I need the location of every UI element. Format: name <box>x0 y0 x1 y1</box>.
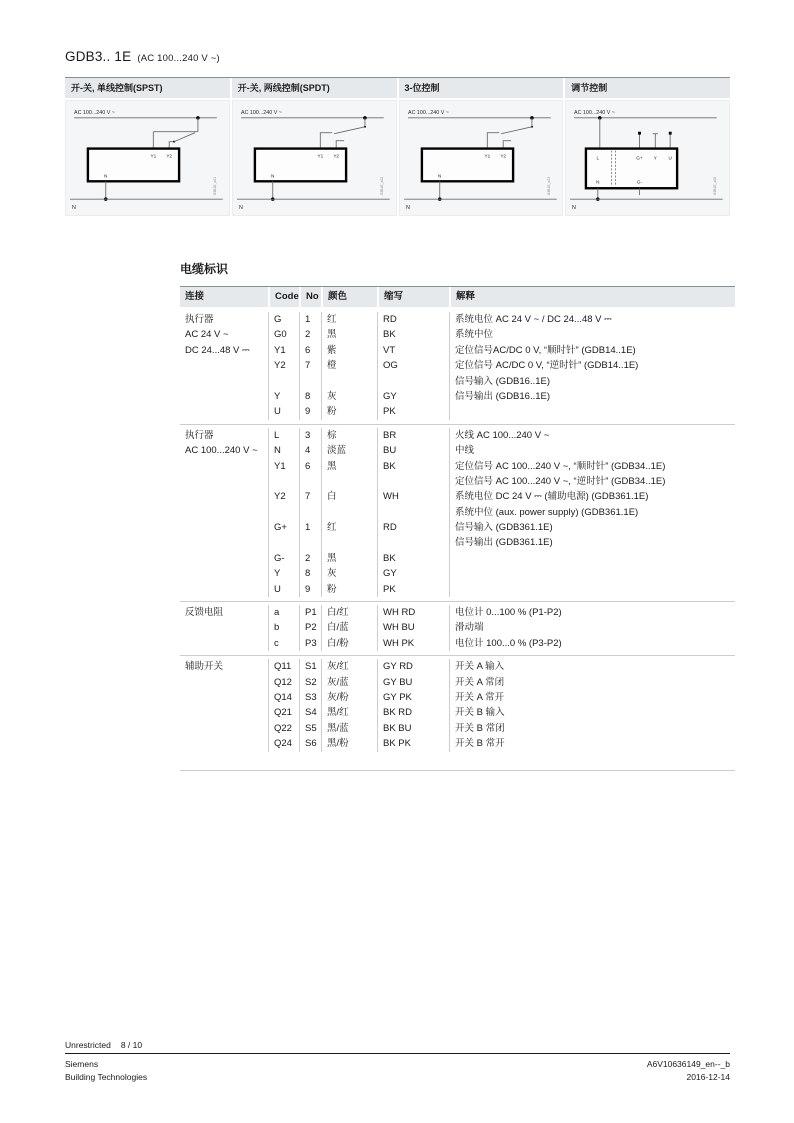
svg-text:AC 100...240 V ~: AC 100...240 V ~ <box>407 109 449 116</box>
table-cell: 信号输出 (GDB16..1E) <box>449 389 735 404</box>
table-cell: 橙 <box>321 358 377 373</box>
table-cell: 信号输入 (GDB16..1E) <box>449 374 735 389</box>
cable-table-section <box>180 425 735 602</box>
table-cell <box>449 404 735 419</box>
table-cell: Y2 <box>268 358 299 373</box>
svg-text:AC 100...240 V ~: AC 100...240 V ~ <box>574 109 616 116</box>
table-cell: 黑 <box>321 327 377 342</box>
svg-text:Y2: Y2 <box>333 153 339 159</box>
table-cell: RD <box>377 520 449 535</box>
table-cell: BK BU <box>377 721 449 736</box>
table-cell: PK <box>377 582 449 597</box>
diagram-ref: G3B1E_a02 <box>379 176 384 196</box>
col-header-code: Code <box>268 287 299 307</box>
table-cell: 淡蓝 <box>321 443 377 458</box>
table-cell: VT <box>377 343 449 358</box>
table-cell: BU <box>377 443 449 458</box>
table-cell: b <box>268 620 299 635</box>
table-cell <box>377 474 449 489</box>
table-cell: GY RD <box>377 659 449 674</box>
table-cell: BK <box>377 327 449 342</box>
svg-text:Y2: Y2 <box>166 153 173 159</box>
cable-table-header-row <box>180 286 735 307</box>
table-cell <box>377 374 449 389</box>
table-cell: 黑/蓝 <box>321 721 377 736</box>
table-cell: 9 <box>299 404 321 419</box>
svg-text:N: N <box>572 205 577 212</box>
table-cell: a <box>268 605 299 620</box>
col-header-color: 颜色 <box>321 287 377 307</box>
table-cell: Q22 <box>268 721 299 736</box>
table-cell <box>268 505 299 520</box>
product-name: GDB3.. 1E <box>65 49 132 64</box>
table-cell: WH BU <box>377 620 449 635</box>
cable-table-section <box>180 656 735 770</box>
table-cell: 开关 B 常闭 <box>449 721 735 736</box>
diagram-header-3pos: 3-位控制 <box>399 78 564 98</box>
connection-line: DC 24...48 V ⎓ <box>185 344 250 356</box>
page-number: 8 / 10 <box>120 1040 143 1050</box>
table-cell: 4 <box>299 443 321 458</box>
connection-cell <box>180 659 268 751</box>
table-cell: BR <box>377 428 449 443</box>
table-cell: 开关 B 输入 <box>449 705 735 720</box>
three-position-schematic <box>400 101 563 215</box>
svg-text:G+: G+ <box>636 155 643 161</box>
diagram-header-spst: 开-关, 单线控制(SPST) <box>65 78 230 98</box>
connection-line: 执行器 <box>185 314 214 325</box>
table-cell: S5 <box>299 721 321 736</box>
table-cell: S4 <box>299 705 321 720</box>
table-cell <box>299 374 321 389</box>
table-cell: 8 <box>299 566 321 581</box>
connection-cell <box>180 605 268 651</box>
table-cell: 棕 <box>321 428 377 443</box>
table-cell: 白/红 <box>321 605 377 620</box>
svg-text:Y2: Y2 <box>499 153 506 159</box>
svg-text:G-: G- <box>637 179 643 185</box>
table-cell: 电位计 0...100 % (P1-P2) <box>449 605 735 620</box>
cable-table-section <box>180 309 735 425</box>
table-cell: Y1 <box>268 343 299 358</box>
table-cell: 开关 A 常闭 <box>449 675 735 690</box>
table-cell: RD <box>377 312 449 327</box>
table-cell: 定位信号AC/DC 0 V, “顺时针” (GDB14..1E) <box>449 343 735 358</box>
table-cell: 9 <box>299 582 321 597</box>
table-cell: 红 <box>321 520 377 535</box>
svg-text:L: L <box>596 155 600 161</box>
svg-text:N: N <box>270 173 275 179</box>
cable-id-heading: 电缆标识 <box>180 262 229 276</box>
table-cell <box>377 535 449 550</box>
table-cell: 系统电位 DC 24 V ⎓ (辅助电源) (GDB361.1E) <box>449 489 735 504</box>
table-cell: P3 <box>299 636 321 651</box>
table-cell <box>449 551 735 566</box>
diagram-body-row <box>65 100 730 216</box>
table-cell: 白/蓝 <box>321 620 377 635</box>
table-cell: 2 <box>299 327 321 342</box>
col-header-connection: 连接 <box>180 287 268 307</box>
connection-line: 辅助开关 <box>185 661 224 673</box>
table-cell: 7 <box>299 358 321 373</box>
connection-cell <box>180 312 268 420</box>
table-cell: OG <box>377 358 449 373</box>
svg-text:N: N <box>405 205 410 212</box>
table-cell: 灰/红 <box>321 659 377 674</box>
table-cell: BK <box>377 459 449 474</box>
table-cell: 1 <box>299 312 321 327</box>
table-cell: Q12 <box>268 675 299 690</box>
table-cell: 中线 <box>449 443 735 458</box>
table-cell: 3 <box>299 428 321 443</box>
table-cell <box>268 374 299 389</box>
table-cell: S6 <box>299 736 321 751</box>
cable-id-table <box>180 286 735 771</box>
cable-table-section <box>180 602 735 656</box>
table-cell: L <box>268 428 299 443</box>
table-cell: P1 <box>299 605 321 620</box>
table-cell: 白 <box>321 489 377 504</box>
table-cell: 开关 B 常开 <box>449 736 735 751</box>
svg-text:N: N <box>104 173 108 179</box>
footer-rule <box>65 1053 730 1054</box>
wiring-diagram-modulating <box>565 100 730 216</box>
division-name: Building Technologies <box>65 1072 148 1082</box>
table-cell: 灰/蓝 <box>321 675 377 690</box>
connection-line: 反馈电阻 <box>185 607 224 619</box>
page-title <box>65 49 220 64</box>
table-cell: G- <box>268 551 299 566</box>
classification-label: Unrestricted <box>65 1040 111 1050</box>
table-cell <box>321 505 377 520</box>
table-cell: BK RD <box>377 705 449 720</box>
table-cell: 滑动端 <box>449 620 735 635</box>
table-cell: GY BU <box>377 675 449 690</box>
table-cell: 火线 AC 100...240 V ~ <box>449 428 735 443</box>
connection-line: 执行器 <box>185 429 214 441</box>
table-cell: 黑 <box>321 459 377 474</box>
spdt-schematic <box>233 101 396 215</box>
table-cell: 2 <box>299 551 321 566</box>
table-cell: BK <box>377 551 449 566</box>
table-cell <box>321 374 377 389</box>
table-cell <box>449 566 735 581</box>
table-cell: 灰 <box>321 566 377 581</box>
table-cell: 黑/红 <box>321 705 377 720</box>
table-cell: Y2 <box>268 489 299 504</box>
svg-text:AC 100...240 V ~: AC 100...240 V ~ <box>240 109 282 116</box>
col-header-abbr: 缩写 <box>377 287 449 307</box>
connection-line: AC 24 V ~ <box>185 329 229 341</box>
table-cell: Q24 <box>268 736 299 751</box>
table-cell: WH PK <box>377 636 449 651</box>
table-cell <box>268 535 299 550</box>
col-header-no: No <box>299 287 321 307</box>
table-cell: c <box>268 636 299 651</box>
table-cell: GY <box>377 566 449 581</box>
table-cell: G+ <box>268 520 299 535</box>
table-cell: 灰/粉 <box>321 690 377 705</box>
table-cell: GY PK <box>377 690 449 705</box>
table-cell: 红 <box>321 312 377 327</box>
footer-doc-block <box>647 1058 730 1084</box>
table-cell: 黑/粉 <box>321 736 377 751</box>
table-cell <box>299 535 321 550</box>
table-cell: 信号输出 (GDB361.1E) <box>449 535 735 550</box>
svg-text:AC 100...240 V ~: AC 100...240 V ~ <box>74 109 115 116</box>
table-cell: S2 <box>299 675 321 690</box>
table-cell: Q14 <box>268 690 299 705</box>
table-cell: P2 <box>299 620 321 635</box>
table-cell <box>299 505 321 520</box>
diagram-ref: G3B1E_a01 <box>212 176 217 196</box>
svg-text:U: U <box>668 155 673 161</box>
table-cell: WH <box>377 489 449 504</box>
wiring-diagram-3pos <box>399 100 564 216</box>
table-cell: Y <box>268 389 299 404</box>
svg-text:Y1: Y1 <box>483 153 490 159</box>
spst-schematic <box>66 101 229 215</box>
table-cell: 信号输入 (GDB361.1E) <box>449 520 735 535</box>
table-cell: S3 <box>299 690 321 705</box>
document-id: A6V10636149_en--_b <box>646 1059 730 1069</box>
table-cell: 开关 A 输入 <box>449 659 735 674</box>
table-cell: 灰 <box>321 389 377 404</box>
diagram-ref: G3B1E_a08 <box>713 176 718 196</box>
wiring-diagram-table <box>65 77 730 216</box>
cable-table-body <box>180 309 735 771</box>
table-cell: 黑 <box>321 551 377 566</box>
connection-cell <box>180 428 268 597</box>
table-cell: 电位计 100...0 % (P3-P2) <box>449 636 735 651</box>
svg-text:Y1: Y1 <box>317 153 323 159</box>
table-cell <box>449 582 735 597</box>
table-cell <box>268 474 299 489</box>
diagram-header-spdt: 开-关, 两线控制(SPDT) <box>232 78 397 98</box>
table-cell <box>321 535 377 550</box>
footer-columns <box>65 1058 730 1084</box>
company-name: Siemens <box>65 1059 99 1069</box>
table-cell <box>377 505 449 520</box>
table-cell: 系统电位 AC 24 V ~ / DC 24...48 V ⎓ <box>449 312 735 327</box>
table-cell: U <box>268 582 299 597</box>
table-cell: WH RD <box>377 605 449 620</box>
page-footer <box>65 1040 730 1084</box>
table-cell: 1 <box>299 520 321 535</box>
table-cell: 粉 <box>321 404 377 419</box>
table-cell: 6 <box>299 459 321 474</box>
table-cell: N <box>268 443 299 458</box>
table-cell: 定位信号 AC/DC 0 V, “逆时针” (GDB14..1E) <box>449 358 735 373</box>
voltage-range: (AC 100...240 V ~) <box>137 53 220 64</box>
table-cell: 8 <box>299 389 321 404</box>
table-cell: Y1 <box>268 459 299 474</box>
connection-line: AC 100...240 V ~ <box>185 445 258 457</box>
svg-text:Y1: Y1 <box>150 153 157 159</box>
table-cell: GY <box>377 389 449 404</box>
table-cell: 6 <box>299 343 321 358</box>
col-header-explanation: 解释 <box>449 287 735 307</box>
table-cell: Y <box>268 566 299 581</box>
table-cell: Q11 <box>268 659 299 674</box>
table-cell: Q21 <box>268 705 299 720</box>
table-cell: BK PK <box>377 736 449 751</box>
table-cell: 开关 A 常开 <box>449 690 735 705</box>
diagram-header-modulating: 调节控制 <box>565 78 730 98</box>
wiring-diagram-spdt <box>232 100 397 216</box>
diagram-ref: G3B1E_a03 <box>546 176 551 196</box>
svg-text:N: N <box>238 205 243 212</box>
table-cell: 紫 <box>321 343 377 358</box>
table-cell: 白/粉 <box>321 636 377 651</box>
table-cell: 定位信号 AC 100...240 V ~, “顺时针” (GDB34..1E) <box>449 459 735 474</box>
table-cell <box>321 474 377 489</box>
table-cell: 7 <box>299 489 321 504</box>
document-date: 2016-12-14 <box>686 1072 730 1082</box>
table-cell: G <box>268 312 299 327</box>
table-cell: 定位信号 AC 100...240 V ~, “逆时针” (GDB34..1E) <box>449 474 735 489</box>
svg-text:N: N <box>72 205 76 212</box>
svg-text:N: N <box>437 173 441 179</box>
footer-classification-row <box>65 1040 730 1050</box>
table-cell: 系统中位 <box>449 327 735 342</box>
table-cell: 粉 <box>321 582 377 597</box>
diagram-header-row <box>65 77 730 98</box>
table-cell: U <box>268 404 299 419</box>
modulating-schematic <box>566 101 729 215</box>
svg-text:N: N <box>596 179 600 185</box>
table-cell: 系统中位 (aux. power supply) (GDB361.1E) <box>449 505 735 520</box>
table-cell: PK <box>377 404 449 419</box>
wiring-diagram-spst <box>65 100 230 216</box>
table-cell: S1 <box>299 659 321 674</box>
table-cell: G0 <box>268 327 299 342</box>
svg-text:Y: Y <box>654 155 658 161</box>
table-cell <box>299 474 321 489</box>
footer-company-block <box>65 1058 147 1084</box>
